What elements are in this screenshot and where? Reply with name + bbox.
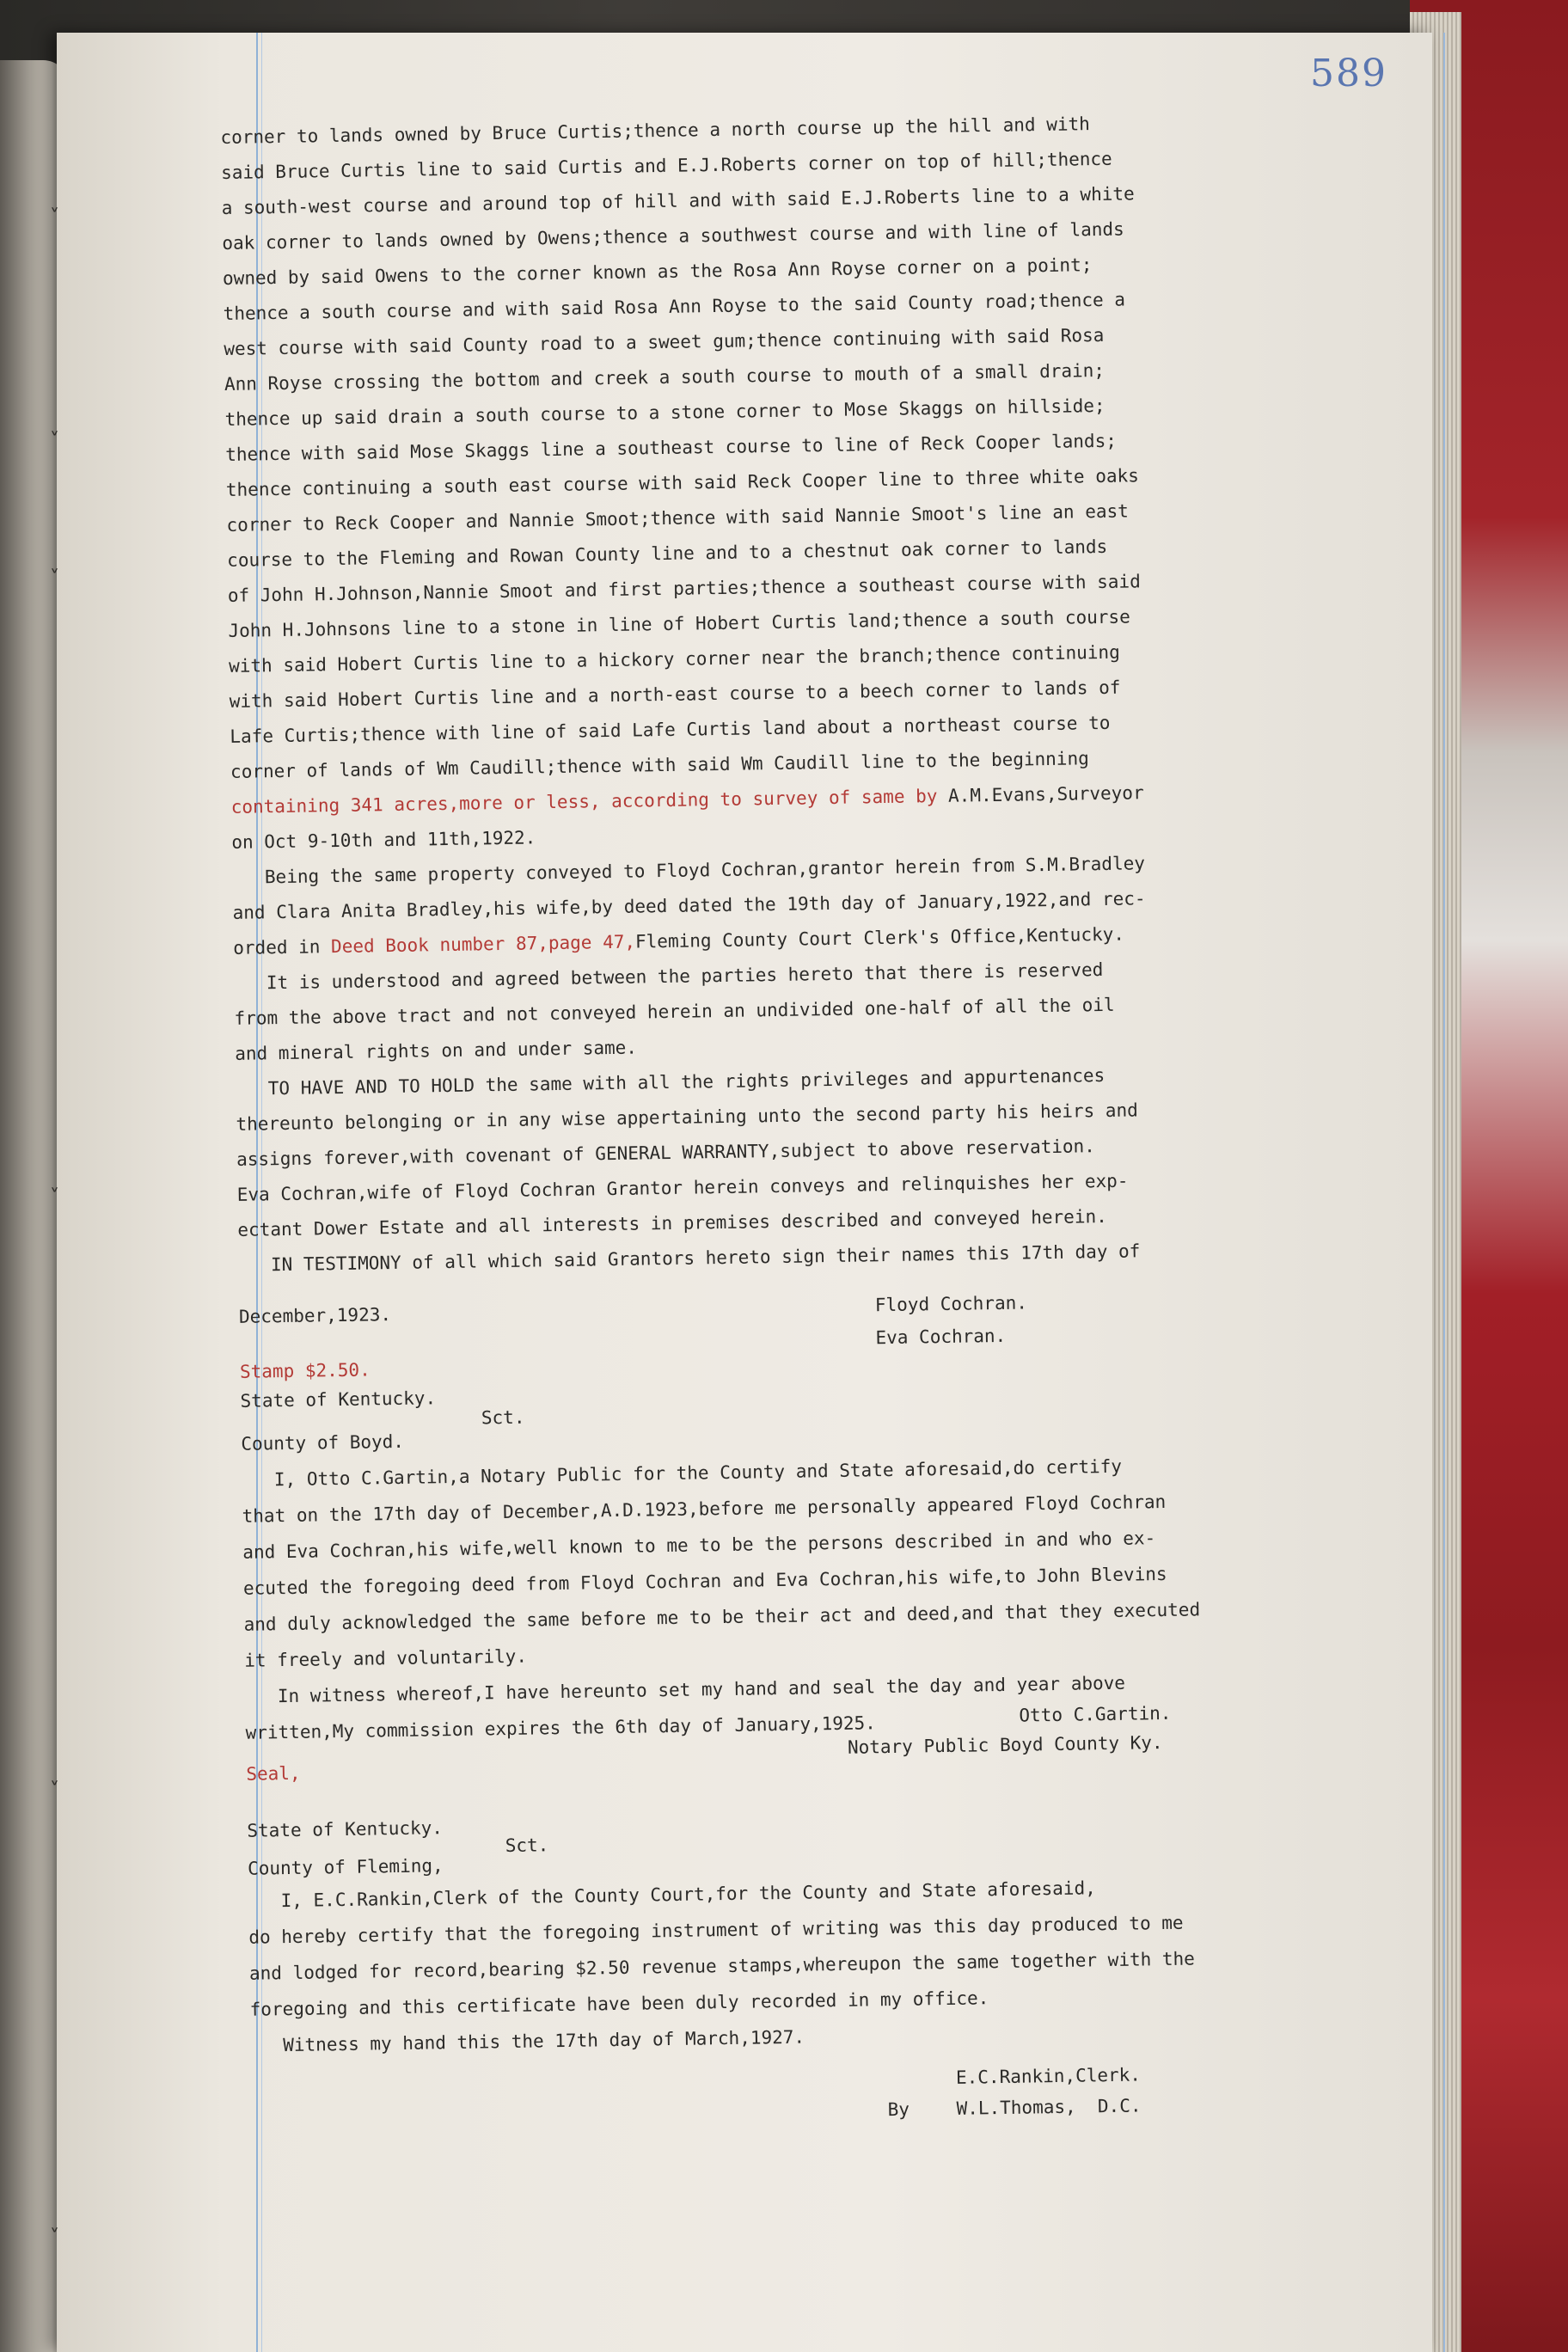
deed-line: thence continuing a south east course with said Reck Cooper line to three white oaks xyxy=(225,465,1139,500)
clerk-signature: E.C.Rankin,Clerk. xyxy=(955,2064,1142,2088)
habendum-line: thereunto belonging or in any wise appertaining unto the second party his heirs and xyxy=(236,1099,1138,1135)
clerk-line: I, E.C.Rankin,Clerk of the County Court,for the County and State aforesaid, xyxy=(248,1877,1096,1912)
margin-tick-mark: ˅ xyxy=(50,1186,59,1208)
deed-line: thence a south course and with said Rosa Ann Royse to the said County road;thence a xyxy=(223,289,1126,324)
being-paragraph-line: Being the same property conveyed to Floyd Cochran,grantor herein from S.M.Bradley xyxy=(231,853,1146,888)
deed-line: with said Hobert Curtis line and a north-east course to a beech corner to lands of xyxy=(229,677,1121,712)
ack-line: I, Otto C.Gartin,a Notary Public for the County and State aforesaid,do certify xyxy=(241,1455,1123,1491)
deed-line: corner to Reck Cooper and Nannie Smoot;thence with said Nannie Smoot's line an east xyxy=(226,500,1129,536)
deed-line: thence up said drain a south course to a stone corner to Mose Skaggs on hillside; xyxy=(224,395,1106,430)
surveyor-name: A.M.Evans,Surveyor xyxy=(937,782,1144,806)
deed-line: Ann Royse crossing the bottom and creek a south course to mouth of a small drain; xyxy=(224,359,1106,395)
reservation-line: from the above tract and not conveyed herein an undivided one-half of all the oil xyxy=(234,994,1115,1029)
deed-line: a south-west course and around top of hill and with said E.J.Roberts line to a white xyxy=(221,183,1135,218)
deputy-by: By xyxy=(887,2098,910,2121)
margin-rule-right xyxy=(1443,33,1445,2352)
margin-tick-mark: ˅ xyxy=(50,1779,59,1801)
clerk-line: Witness my hand this the 17th day of March,1927. xyxy=(250,2026,805,2056)
ack-line: ecuted the foregoing deed from Floyd Cochran and Eva Cochran,his wife,to John Blevins xyxy=(242,1563,1167,1599)
ack-line: and Eva Cochran,his wife,well known to me to be the persons described in and who ex- xyxy=(242,1528,1156,1563)
clerk-county: County of Fleming, xyxy=(247,1855,444,1879)
margin-tick-mark: ˅ xyxy=(50,567,59,589)
clerk-line: and lodged for record,bearing $2.50 revenue stamps,whereupon the same together with the xyxy=(248,1948,1196,1984)
signature-floyd-cochran: Floyd Cochran. xyxy=(874,1292,1028,1316)
habendum-line: TO HAVE AND TO HOLD the same with all the rights privileges and appurtenances xyxy=(235,1064,1106,1099)
being-paragraph-line: and Clara Anita Bradley,his wife,by deed dated the 19th day of January,1922,and rec- xyxy=(232,888,1146,923)
deed-line: of John H.Johnson,Nannie Smoot and first parties;thence a southeast course with said xyxy=(227,571,1141,606)
deed-line: said Bruce Curtis line to said Curtis and E.J.Roberts corner on top of hill;thence xyxy=(220,148,1112,183)
deed-book-reference: Deed Book number 87,page 47, xyxy=(330,931,636,958)
deed-line: corner of lands of Wm Caudill;thence with said Wm Caudill line to the beginning xyxy=(230,748,1089,782)
clerk-state: State of Kentucky. xyxy=(247,1817,444,1841)
deed-line: oak corner to lands owned by Owens;thence a southwest course and with line of lands xyxy=(222,218,1124,254)
testimony-line: IN TESTIMONY of all which said Grantors hereto sign their names this 17th day of xyxy=(237,1240,1141,1276)
ack-line: it freely and voluntarily. xyxy=(244,1645,528,1671)
deed-line: with said Hobert Curtis line to a hickory corner near the branch;thence continuing xyxy=(228,641,1120,677)
ack-county: County of Boyd. xyxy=(241,1430,405,1455)
being-text: Fleming County Court Clerk's Office,Kentucky. xyxy=(634,923,1125,952)
being-text: orded in xyxy=(233,936,332,959)
deed-line: course to the Fleming and Rowan County line and to a chestnut oak corner to lands xyxy=(227,536,1108,571)
notary-title: Notary Public Boyd County Ky. xyxy=(847,1732,1163,1758)
stamp-note: Stamp $2.50. xyxy=(239,1359,371,1382)
testimony-date: December,1923. xyxy=(238,1304,392,1327)
ack-state: State of Kentucky. xyxy=(240,1387,437,1412)
clerk-sct: Sct. xyxy=(505,1834,549,1857)
ack-sct: Sct. xyxy=(481,1406,525,1429)
signature-eva-cochran: Eva Cochran. xyxy=(875,1325,1007,1349)
margin-tick-mark: ˅ xyxy=(50,2226,59,2248)
survey-date: on Oct 9-10th and 11th,1922. xyxy=(231,827,536,853)
dower-line: Eva Cochran,wife of Floyd Cochran Grantor herein conveys and relinquishes her exp- xyxy=(236,1170,1129,1205)
deed-line: thence with said Mose Skaggs line a southeast course to line of Reck Cooper lands; xyxy=(225,430,1118,465)
reservation-line: It is understood and agreed between the parties hereto that there is reserved xyxy=(233,959,1104,994)
deed-line: west course with said County road to a sweet gum;thence continuing with said Rosa xyxy=(224,324,1105,359)
reservation-line: and mineral rights on and under same. xyxy=(235,1037,638,1064)
deed-line: corner to lands owned by Bruce Curtis;thence a north course up the hill and with xyxy=(220,113,1090,148)
habendum-line: assigns forever,with covenant of GENERAL WARRANTY,subject to above reservation. xyxy=(236,1136,1096,1170)
notary-signature: Otto C.Gartin. xyxy=(1019,1702,1172,1726)
survey-acreage-red: containing 341 acres,more or less, according to survey of same by xyxy=(230,785,938,818)
ack-line: written,My commission expires the 6th day of January,1925. xyxy=(245,1712,877,1743)
deputy-signature: W.L.Thomas, D.C. xyxy=(956,2095,1142,2119)
ack-line: that on the 17th day of December,A.D.1923,before me personally appeared Floyd Cochran xyxy=(242,1491,1167,1527)
deed-line: Lafe Curtis;thence with line of said Lafe Curtis land about a northeast course to xyxy=(230,712,1111,747)
margin-tick-mark: ˅ xyxy=(50,430,59,451)
clerk-line: foregoing and this certificate have been duly recorded in my office. xyxy=(249,1988,989,2020)
page-number: 589 xyxy=(1310,52,1387,95)
margin-tick-mark: ˅ xyxy=(50,206,59,228)
deed-line: owned by said Owens to the corner known as the Rosa Ann Royse corner on a point; xyxy=(222,254,1093,289)
ack-line: and duly acknowledged the same before me to be their act and deed,and that they executed xyxy=(243,1599,1201,1635)
dower-line: ectant Dower Estate and all interests in premises described and conveyed herein. xyxy=(237,1205,1107,1240)
seal-note: Seal, xyxy=(246,1762,301,1785)
clerk-line: do hereby certify that the foregoing instrument of writing was this day produced to me xyxy=(248,1912,1184,1948)
ack-line: In witness whereof,I have hereunto set my hand and seal the day and year above xyxy=(244,1672,1126,1707)
deed-line: John H.Johnsons line to a stone in line of Hobert Curtis land;thence a south course xyxy=(228,606,1130,641)
